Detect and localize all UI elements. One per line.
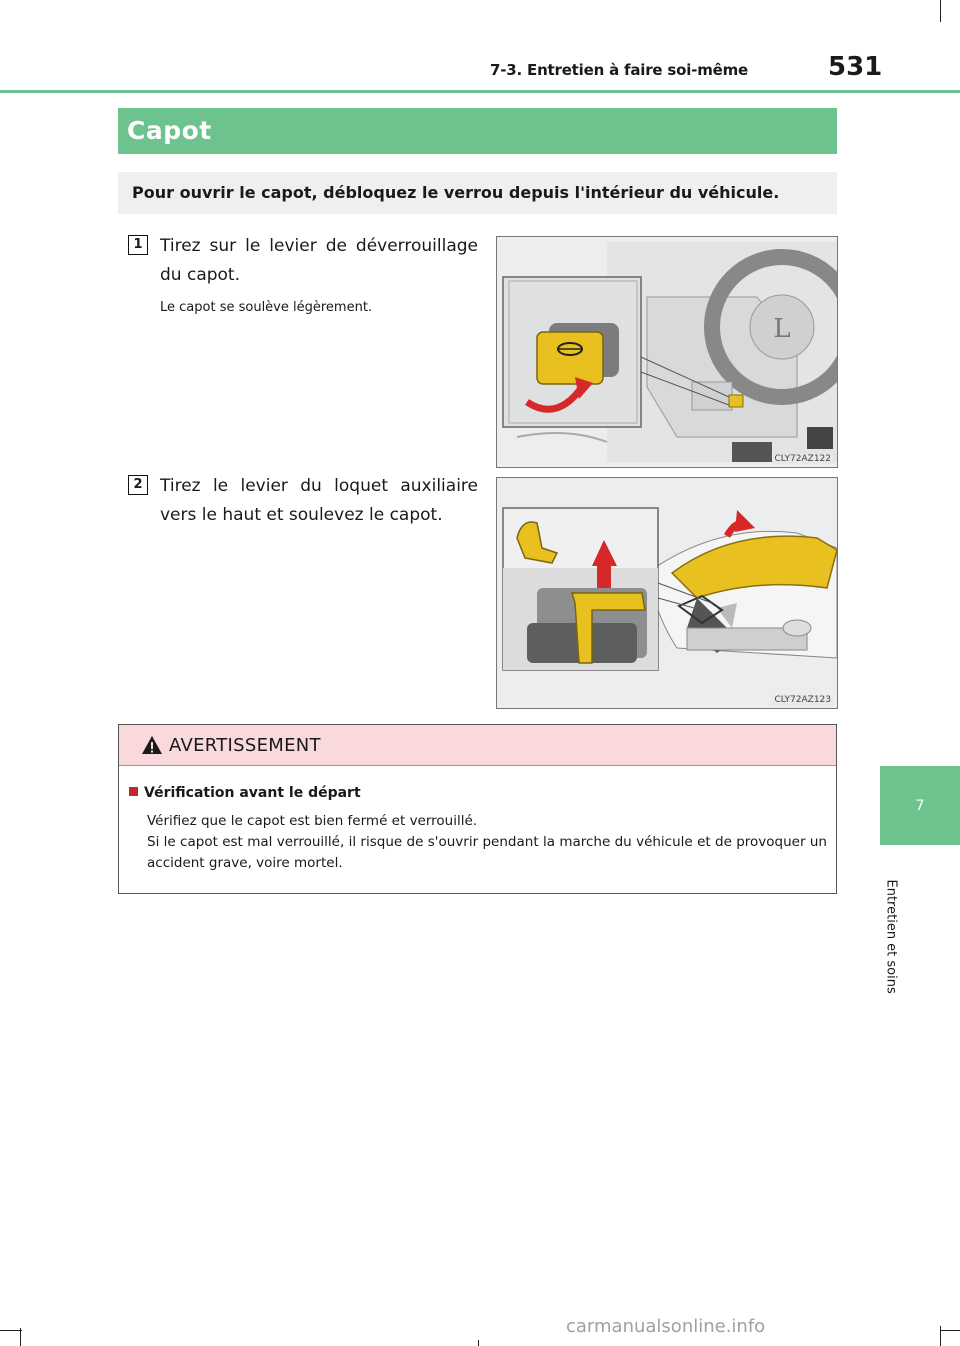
- figure-hood-release-lever: [496, 236, 838, 468]
- chapter-tab: [880, 766, 960, 845]
- crop-mark: [20, 1328, 21, 1346]
- warning-subtitle-text: Vérification avant le départ: [144, 785, 361, 801]
- section-intro: Pour ouvrir le capot, débloquez le verrou depuis l'intérieur du véhicule.: [118, 172, 837, 214]
- page-number: 531: [828, 52, 883, 82]
- step-text-1: Tirez sur le levier de déverrouillage du capot.: [160, 236, 478, 285]
- step-text-2: Tirez le levier du loquet auxiliaire vers le haut et soulevez le capot.: [160, 476, 478, 525]
- svg-text:L: L: [773, 314, 791, 344]
- hood-release-illustration: [497, 237, 837, 467]
- warning-title: AVERTISSEMENT: [169, 734, 321, 756]
- step-number-2: 2: [128, 475, 148, 495]
- step-note-1: Le capot se soulève légèrement.: [160, 300, 373, 315]
- auxiliary-latch-illustration: [497, 478, 837, 708]
- crop-mark: [940, 1330, 960, 1331]
- crop-mark: [940, 0, 941, 22]
- section-title: Capot: [118, 108, 837, 154]
- figure-code: CLY72AZ122: [774, 454, 831, 464]
- figure-code: CLY72AZ123: [774, 695, 831, 705]
- bullet-square-icon: [129, 787, 138, 796]
- crop-mark: [940, 1326, 941, 1346]
- warning-subtitle: [129, 785, 361, 801]
- figure-auxiliary-latch: [496, 477, 838, 709]
- header-rule: [0, 90, 960, 93]
- warning-triangle-icon: [141, 735, 163, 755]
- running-head: 7-3. Entretien à faire soi-même: [490, 61, 749, 79]
- warning-line-2: Si le capot est mal verrouillé, il risque de s'ouvrir pendant la marche du véhicule et de provoquer un accident grave, voire mortel.: [147, 834, 827, 871]
- warning-header: [119, 725, 836, 766]
- watermark: carmanualsonline.info: [566, 1316, 766, 1337]
- chapter-label: Entretien et soins: [883, 879, 899, 994]
- warning-line-1: Vérifiez que le capot est bien fermé et verrouillé.: [147, 813, 478, 829]
- crop-mark: [478, 1340, 479, 1346]
- chapter-number: 7: [915, 797, 925, 814]
- warning-body: [147, 811, 827, 874]
- warning-box: [118, 724, 837, 894]
- crop-mark: [0, 1330, 22, 1331]
- step-number-1: 1: [128, 235, 148, 255]
